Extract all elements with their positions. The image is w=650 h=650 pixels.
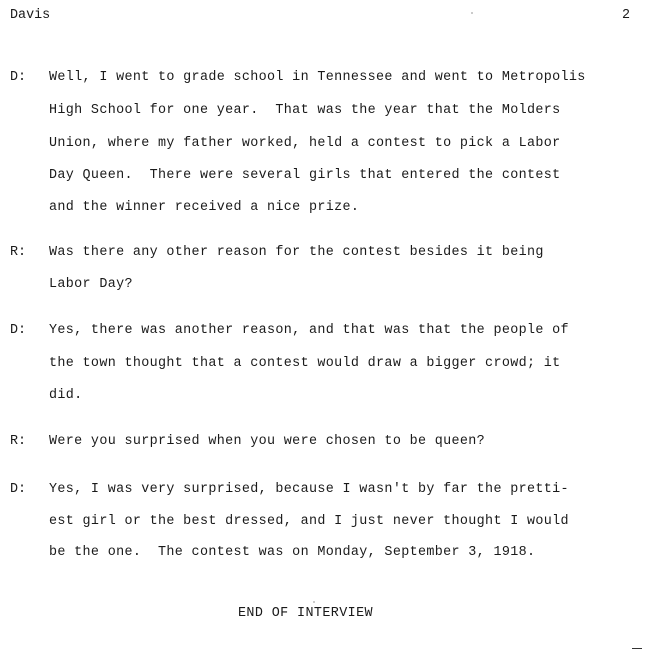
interviewee-name-header: Davis	[10, 8, 51, 23]
transcript-line: Yes, I was very surprised, because I wasn't by far the pretti-	[49, 482, 569, 497]
speaker-label: D:	[10, 482, 27, 497]
transcript-line: Union, where my father worked, held a contest to pick a Labor	[49, 136, 561, 151]
transcript-line: be the one. The contest was on Monday, September 3, 1918.	[49, 545, 536, 560]
end-of-interview-note: END OF INTERVIEW	[238, 606, 373, 621]
speaker-label: D:	[10, 70, 27, 85]
transcript-line: Day Queen. There were several girls that entered the contest	[49, 168, 561, 183]
transcript-line: est girl or the best dressed, and I just never thought I would	[49, 514, 569, 529]
speaker-label: D:	[10, 323, 27, 338]
transcript-line: Yes, there was another reason, and that was that the people of	[49, 323, 569, 338]
transcript-line: and the winner received a nice prize.	[49, 200, 360, 215]
transcript-line: Were you surprised when you were chosen to be queen?	[49, 434, 486, 449]
page-number: 2	[622, 8, 631, 23]
transcript-line: did.	[49, 388, 83, 403]
speaker-label: R:	[10, 434, 27, 449]
corner-mark	[632, 648, 642, 649]
transcript-line: Labor Day?	[49, 277, 133, 292]
transcript-line: Was there any other reason for the contest besides it being	[49, 245, 544, 260]
transcript-line: Well, I went to grade school in Tennessee and went to Metropolis	[49, 70, 586, 85]
transcript-line: the town thought that a contest would draw a bigger crowd; it	[49, 356, 561, 371]
paper-speck	[313, 601, 315, 603]
paper-speck	[471, 12, 473, 14]
transcript-line: High School for one year. That was the year that the Molders	[49, 103, 561, 118]
speaker-label: R:	[10, 245, 27, 260]
